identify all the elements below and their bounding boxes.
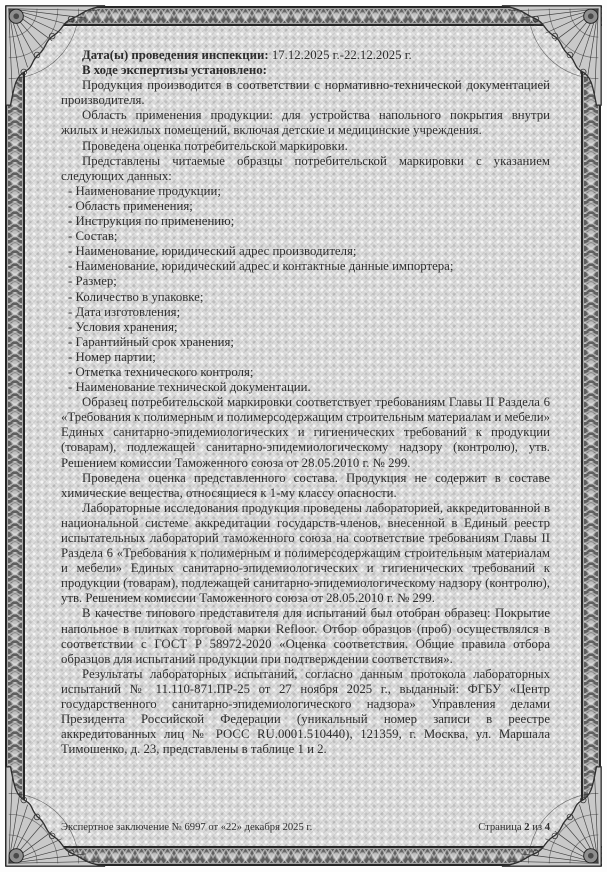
established-heading: В ходе экспертизы установлено: [82, 63, 267, 78]
border-band-right [581, 6, 601, 866]
list-item: - Область применения; [68, 198, 193, 213]
paragraph: Проведена оценка потребительской маркировки. [82, 138, 348, 153]
corner-ornament-bottom-right [500, 765, 604, 869]
paragraph: Результаты лабораторных испытаний, согласно данным протокола лабораторных испытаний № 11.110-871.ПР-25 от 27 ноября 2025 г., выданный: ФГБУ «Центр государственного санитарно-эпидемиологического надзора» Управления делами Президента Российской Федерации (уникальный номер записи в реестре аккредитованных лиц № РОСС RU.0001.510440), 121359, г. Москва, ул. Маршала Тимошенко, д. 23, представлены в таблице 1 и 2. [61, 666, 550, 757]
list-item: - Номер партии; [68, 349, 156, 364]
paragraphs-after-list [61, 395, 550, 757]
list-item: - Условия хранения; [68, 319, 178, 334]
paper-background [24, 24, 583, 848]
paragraph: Лабораторные исследования продукция проведены лабораторией, аккредитованной в национальной системе аккредитации государств-членов, внесенной в Единый реестр испытательных лабораторий таможенного союза на соответствие требованиям Главы II Раздела 6 «Требования к полимерным и полимерсодержащим строительным материалам и мебели» Единых санитарно-эпидемиологических и гигиенических требований к продукции (товарам), подлежащей санитарно-эпидемиологическому надзору (контролю), утв. Решением комиссии Таможенного союза от 28.05.2010 г. № 299. [61, 500, 550, 606]
list-item: - Наименование, юридический адрес и контактные данные импортера; [68, 259, 454, 274]
border-band-left [5, 6, 25, 866]
corner-ornament-top-left [3, 3, 107, 107]
corner-ornament-bottom-left [3, 765, 107, 869]
list-item: - Наименование, юридический адрес производителя; [68, 244, 357, 259]
page-content [24, 24, 583, 848]
list-item: - Наименование технической документации. [68, 380, 311, 395]
paragraph: Продукция производится в соответствии с нормативно-технической документацией производителя. [61, 78, 550, 108]
marking-data-list [61, 184, 550, 395]
paragraphs-before-list [61, 78, 550, 184]
inspection-date-line [61, 48, 550, 63]
paragraph: Образец потребительской маркировки соответствует требованиям Главы II Раздела 6 «Требования к полимерным и полимерсодержащим строительным материалам и мебели» Единых санитарно-эпидемиологических и гигиенических требований к продукции (товарам), подлежащей санитарно-эпидемиологическому надзору (контролю), утв. Решением комиссии Таможенного союза от 28.05.2010 г. № 299. [61, 395, 550, 470]
footer-of-word: из [529, 822, 545, 833]
list-item: - Состав; [68, 229, 118, 244]
footer-page-word: Страница [478, 822, 525, 833]
footer-document-ref: Экспертное заключение № 6997 от «22» декабря 2025 г. [61, 822, 313, 833]
corner-ornament-top-right [500, 3, 604, 107]
list-item: - Отметка технического контроля; [68, 364, 254, 379]
paragraph: Проведена оценка представленного состава. Продукция не содержит в составе химические вещества, относящиеся к 1-му классу опасности. [61, 470, 550, 500]
footer-page-number: 2 [524, 822, 530, 833]
paragraph: Представлены читаемые образцы потребительской маркировки с указанием следующих данных: [61, 153, 550, 183]
footer-total-pages: 4 [544, 822, 550, 833]
page-footer [61, 822, 550, 840]
list-item: - Наименование продукции; [68, 183, 221, 198]
list-item: - Гарантийный срок хранения; [68, 334, 234, 349]
list-item: - Инструкция по применению; [68, 214, 235, 229]
inspection-date-value: 17.12.2025 г.-22.12.2025 г. [268, 48, 412, 62]
paragraph: Область применения продукции: для устройства напольного покрытия внутри жилых и нежилых помещений, включая детские и медицинские учреждения. [61, 108, 550, 138]
list-item: - Дата изготовления; [68, 304, 181, 319]
list-item: - Количество в упаковке; [68, 289, 204, 304]
inspection-date-label: Дата(ы) проведения инспекции: [82, 48, 269, 62]
list-item: - Размер; [68, 274, 117, 289]
paragraph: В качестве типового представителя для испытаний был отобран образец: Покрытие напольное в плитках торговой марки Refloor. Отбор образцов (проб) осуществлялся в соответствии с ГОСТ Р 58972-2020 «Оценка соответствия. Общие правила отбора образцов для испытаний продукции при подтверждении соответствия». [61, 606, 550, 666]
